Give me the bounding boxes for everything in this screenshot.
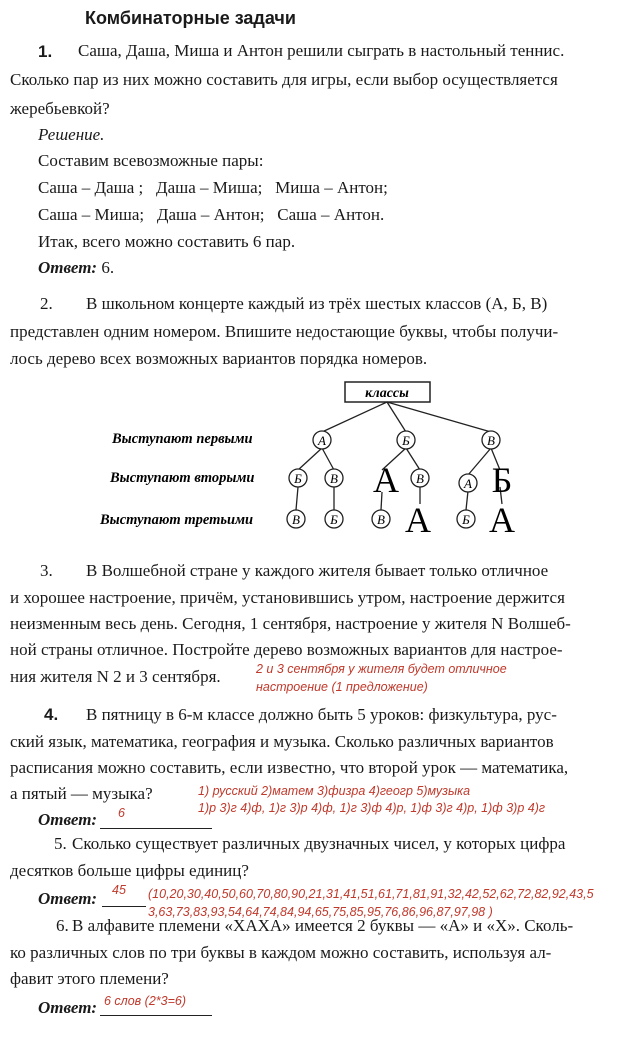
task6-line-1: В алфавите племени «ХАХА» имеется 2 буквы — «А» и «Х». Сколь- xyxy=(72,916,574,935)
task4-note-line-1: 1) русский 2)матем 3)физра 4)геогр 5)музыка xyxy=(198,784,471,798)
task5-answer-label: Ответ: xyxy=(38,889,98,908)
task3-line-5: ния жителя N 2 и 3 сентября. xyxy=(10,667,221,686)
task2-line-1: В школьном концерте каждый из трёх шестых классов (А, Б, В) xyxy=(86,294,548,313)
task6-number: 6. xyxy=(56,916,69,935)
tree-row-label-third: Выступают третьими xyxy=(100,512,254,528)
tree-row-label-second: Выступают вторыми xyxy=(110,470,255,486)
tree-node-l2-1 xyxy=(289,469,307,487)
task4-line-2: ский язык, математика, география и музыка. Сколько различных вариантов xyxy=(10,732,554,751)
tree-node-l2-4 xyxy=(411,469,429,487)
task1-line-2: Сколько пар из них можно составить для игры, если выбор осуществляется xyxy=(10,70,558,89)
task4-line-4: а пятый — музыка? xyxy=(10,784,153,803)
task5-line-2: десятков больше цифры единиц? xyxy=(10,861,249,880)
task5-note-line-1: (10,20,30,40,50,60,70,80,90,21,31,41,51,61,71,81,91,32,42,52,62,72,82,92,43,5 xyxy=(148,887,594,901)
task6-line-2: ко различных слов по три буквы в каждом можно составить, используя ал- xyxy=(10,943,552,962)
tree-node-l3-2 xyxy=(325,510,343,528)
task4-answer-value: 6 xyxy=(118,806,125,820)
task2-line-3: лось дерево всех возможных вариантов порядка номеров. xyxy=(10,349,428,368)
svg-text:В: В xyxy=(416,471,424,486)
task1-line-3: жеребьевкой? xyxy=(10,99,110,118)
svg-text:В: В xyxy=(487,433,495,448)
task1-answer xyxy=(38,258,114,278)
task4-line-1: В пятницу в 6-м классе должно быть 5 уроков: физкультура, рус- xyxy=(86,705,557,724)
svg-text:Б: Б xyxy=(294,471,302,486)
task1-line-1: Саша, Даша, Миша и Антон решили сыграть в настольный теннис. xyxy=(78,41,565,60)
task5-note-line-2: 3,63,73,83,93,54,64,74,84,94,65,75,85,95,76,86,96,87,97,98 ) xyxy=(148,905,493,919)
tree-root-label: классы xyxy=(365,386,409,401)
tree-node-l1-b xyxy=(397,431,415,449)
task6-line-3: фавит этого племени? xyxy=(10,969,169,988)
tree-node-l2-5 xyxy=(459,474,477,492)
svg-text:В: В xyxy=(330,471,338,486)
task1-solution-label: Решение. xyxy=(38,125,105,144)
tree-node-l3-1 xyxy=(287,510,305,528)
tree-node-l1-c xyxy=(482,431,500,449)
task4-note-line-2: 1)р 3)г 4)ф, 1)г 3)р 4)ф, 1)г 3)ф 4)р, 1)ф 3)г 4)р, 1)ф 3)р 4)г xyxy=(198,801,546,815)
task1-answer-value: 6. xyxy=(101,258,115,277)
task5-answer-line xyxy=(102,906,146,907)
task4-answer-line xyxy=(100,828,212,829)
task6-answer-label: Ответ: xyxy=(38,998,98,1017)
svg-text:В: В xyxy=(377,512,385,527)
handwritten-letter-4: А xyxy=(489,500,515,540)
task1-pairs-row-1: Саша – Даша ; Даша – Миша; Миша – Антон; xyxy=(38,178,388,197)
task2-number: 2. xyxy=(40,294,53,313)
task3-line-2: и хорошее настроение, причём, установившись утром, настроение держится xyxy=(10,588,565,607)
task4-line-3: расписания можно составить, если известно, что второй урок — математика, xyxy=(10,758,569,777)
page-title: Комбинаторные задачи xyxy=(85,8,296,28)
handwritten-letter-1: А xyxy=(373,460,399,500)
task1-answer-label: Ответ: xyxy=(38,258,98,277)
task1-total: Итак, всего можно составить 6 пар. xyxy=(38,232,296,251)
task3-line-3: неизменным весь день. Сегодня, 1 сентября, настроение у жителя N Волшеб- xyxy=(10,614,571,633)
svg-text:В: В xyxy=(292,512,300,527)
handwritten-letter-3: Б xyxy=(491,460,513,500)
task1-number: 1. xyxy=(38,42,53,61)
task4-number: 4. xyxy=(44,705,59,724)
task4-answer-label: Ответ: xyxy=(38,810,98,829)
task3-note-line-1: 2 и 3 сентября у жителя будет отличное xyxy=(256,662,507,676)
task3-note-line-2: настроение (1 предложение) xyxy=(256,680,428,694)
task2-line-2: представлен одним номером. Впишите недостающие буквы, чтобы получи- xyxy=(10,322,559,341)
task3-number: 3. xyxy=(40,561,53,580)
task5-number: 5. xyxy=(54,834,67,853)
task6-answer-line xyxy=(100,1015,212,1016)
tree-row-label-first: Выступают первыми xyxy=(112,431,253,447)
task1-pairs-row-2: Саша – Миша; Даша – Антон; Саша – Антон. xyxy=(38,205,385,224)
svg-text:А: А xyxy=(464,476,472,491)
task5-line-1: Сколько существует различных двузначных чисел, у которых цифра xyxy=(72,834,566,853)
variant-tree-diagram xyxy=(0,370,634,540)
svg-text:Б: Б xyxy=(462,512,470,527)
task6-answer-value: 6 слов (2*3=6) xyxy=(104,994,187,1008)
task5-answer-value: 45 xyxy=(112,883,126,897)
svg-text:А: А xyxy=(318,433,326,448)
task3-line-4: ной страны отличное. Постройте дерево возможных вариантов для настрое- xyxy=(10,640,563,659)
tree-node-l3-5 xyxy=(457,510,475,528)
handwritten-letter-2: А xyxy=(405,500,431,540)
tree-node-l2-2 xyxy=(325,469,343,487)
svg-text:Б: Б xyxy=(402,433,410,448)
svg-text:Б: Б xyxy=(330,512,338,527)
tree-node-l3-3 xyxy=(372,510,390,528)
task1-compose: Составим всевозможные пары: xyxy=(38,151,264,170)
task3-line-1: В Волшебной стране у каждого жителя бывает только отличное xyxy=(86,561,549,580)
tree-node-l1-a xyxy=(313,431,331,449)
